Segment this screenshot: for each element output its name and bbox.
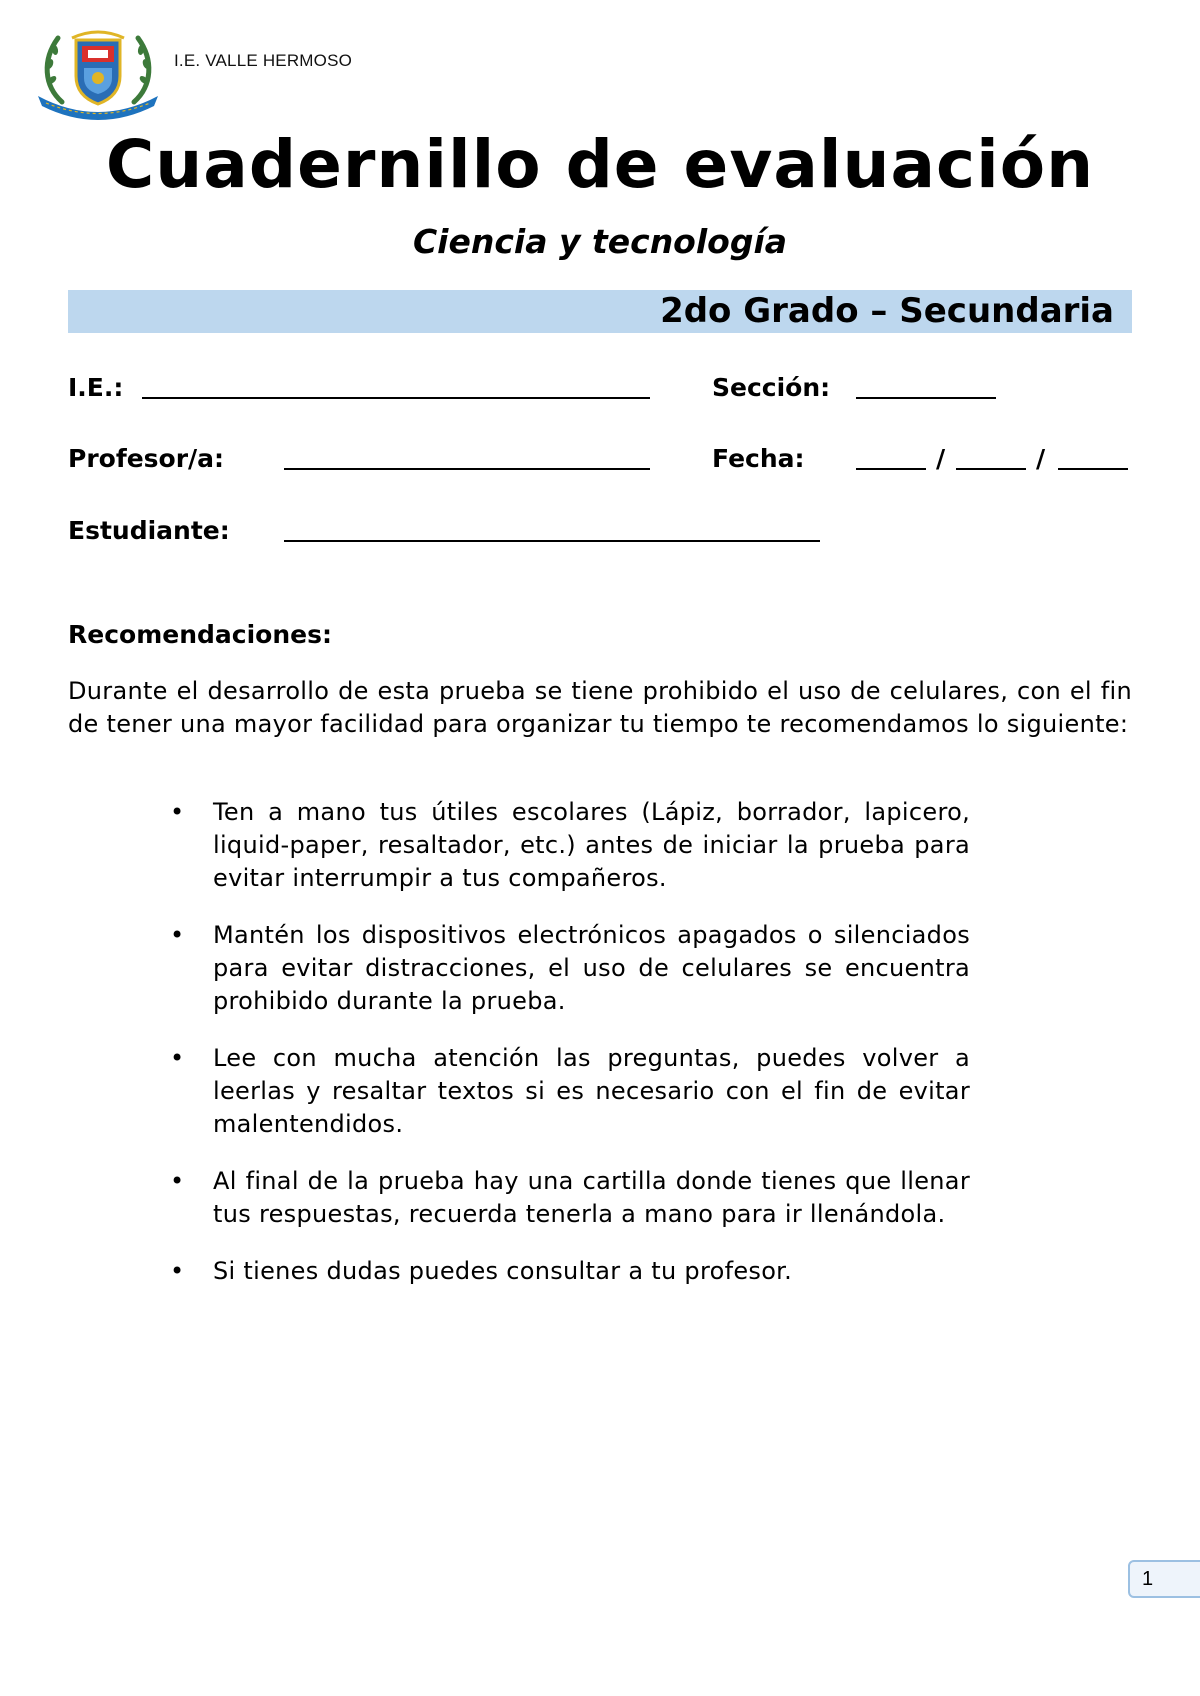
bullet-icon: • <box>170 1044 185 1072</box>
school-crest-logo <box>32 24 164 120</box>
list-item-text: Lee con mucha atención las preguntas, puedes volver a leerlas y resaltar textos si es necesario con el fin de evitar malentendidos. <box>213 1044 970 1138</box>
section-label: Sección: <box>712 373 831 402</box>
recommendations-list <box>170 796 970 1312</box>
bullet-icon: • <box>170 1167 185 1195</box>
ie-input-line[interactable] <box>142 397 650 399</box>
student-label: Estudiante: <box>68 516 230 545</box>
ie-label: I.E.: <box>68 373 124 402</box>
bullet-icon: • <box>170 1257 185 1285</box>
date-label: Fecha: <box>712 444 805 473</box>
date-separator: / <box>936 444 946 473</box>
date-separator: / <box>1036 444 1046 473</box>
bullet-icon: • <box>170 921 185 949</box>
list-item-text: Si tienes dudas puedes consultar a tu profesor. <box>213 1257 793 1285</box>
student-input-line[interactable] <box>284 540 820 542</box>
list-item <box>170 919 970 1018</box>
list-item-text: Al final de la prueba hay una cartilla donde tienes que llenar tus respuestas, recuerda tenerla a mano para ir llenándola. <box>213 1167 970 1228</box>
list-item <box>170 796 970 895</box>
grade-banner <box>68 290 1132 333</box>
page-title: Cuadernillo de evaluación <box>105 126 1095 203</box>
list-item-text: Mantén los dispositivos electrónicos apagados o silenciados para evitar distracciones, el uso de celulares se encuentra prohibido durante la prueba. <box>213 921 970 1015</box>
list-item <box>170 1042 970 1141</box>
page-number: 1 <box>1128 1560 1200 1598</box>
grade-label: 2do Grado – Secundaria <box>660 291 1114 331</box>
recommendations-intro: Durante el desarrollo de esta prueba se tiene prohibido el uso de celulares, con el fin de tener una mayor facilidad para organizar tu tiempo te recomendamos lo siguiente: <box>68 677 1132 738</box>
school-name: I.E. VALLE HERMOSO <box>174 51 353 70</box>
date-day-line[interactable] <box>856 468 926 470</box>
list-item-text: Ten a mano tus útiles escolares (Lápiz, borrador, lapicero, liquid-paper, resaltador, etc.) antes de iniciar la prueba para evitar interrumpir a tus compañeros. <box>213 798 970 892</box>
teacher-label: Profesor/a: <box>68 444 225 473</box>
header <box>32 22 352 122</box>
date-year-line[interactable] <box>1058 468 1128 470</box>
date-month-line[interactable] <box>956 468 1026 470</box>
list-item <box>170 1255 970 1288</box>
bullet-icon: • <box>170 798 185 826</box>
teacher-input-line[interactable] <box>284 468 650 470</box>
recommendations-heading: Recomendaciones: <box>68 620 332 649</box>
list-item <box>170 1165 970 1231</box>
subject-subtitle: Ciencia y tecnología <box>412 222 788 261</box>
section-input-line[interactable] <box>856 397 996 399</box>
